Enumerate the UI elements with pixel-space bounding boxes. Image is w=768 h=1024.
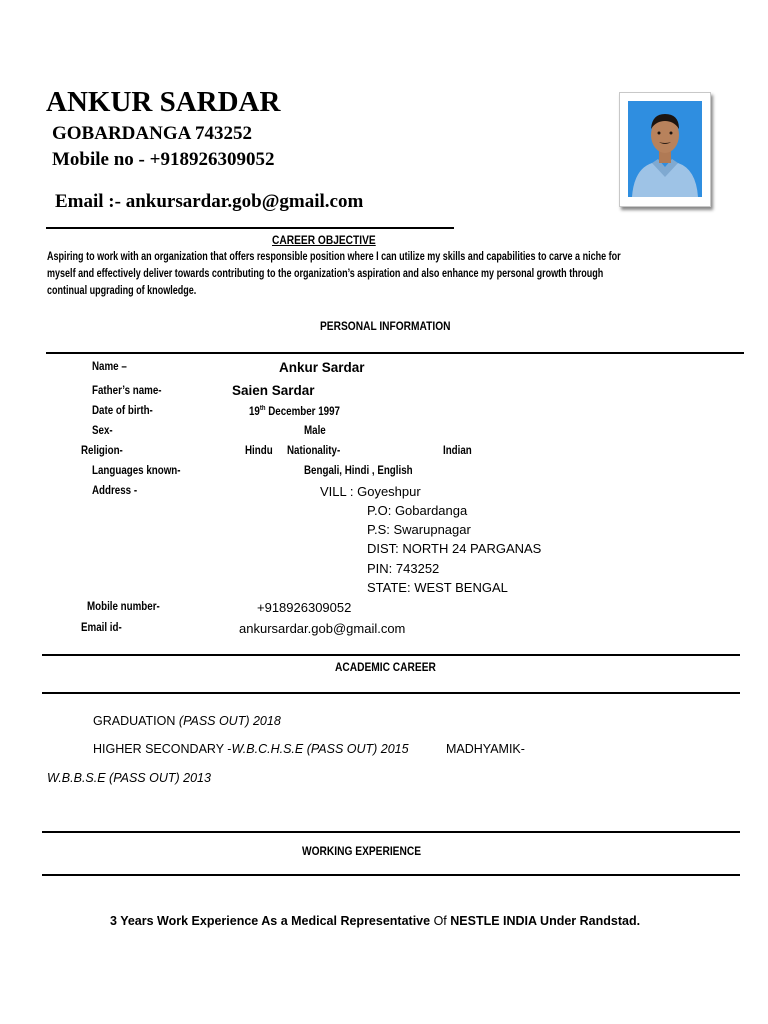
languages-label: Languages known-	[92, 465, 181, 477]
dob-label: Date of birth-	[92, 405, 153, 417]
name-value: Ankur Sardar	[279, 360, 365, 375]
candidate-name: ANKUR SARDAR	[46, 86, 281, 118]
name-label: Name –	[92, 361, 127, 373]
address-label: Address -	[92, 485, 138, 497]
academic-heading: ACADEMIC CAREER	[335, 660, 436, 674]
address-line-po: P.O: Gobardanga	[367, 503, 468, 518]
career-objective-line-3: continual upgrading of knowledge.	[47, 285, 197, 297]
profile-photo-frame	[619, 92, 711, 207]
mobile-number-value: +918926309052	[257, 600, 352, 615]
graduation-entry: GRADUATION (PASS OUT) 2018	[93, 714, 281, 728]
nationality-label: Nationality-	[287, 445, 341, 457]
academic-bottom-divider	[42, 692, 740, 694]
academic-top-divider	[42, 654, 740, 656]
nationality-value: Indian	[443, 445, 472, 457]
religion-label: Religion-	[81, 445, 123, 457]
personal-info-divider	[46, 352, 744, 354]
location-line: GOBARDANGA 743252	[52, 123, 253, 144]
dob-value: 19th December 1997	[249, 405, 340, 418]
profile-photo	[628, 101, 702, 197]
experience-bottom-divider	[42, 874, 740, 876]
address-line-pin: PIN: 743252	[367, 561, 440, 576]
address-line-dist: DIST: NORTH 24 PARGANAS	[367, 541, 542, 556]
career-objective-line-2: myself and effectively deliver towards contributing to the organization’s aspiration and also enhance my personal growth through	[47, 268, 604, 280]
father-name-value: Saien Sardar	[232, 383, 315, 398]
madhyamik-detail: W.B.B.S.E (PASS OUT) 2013	[47, 771, 211, 785]
personal-info-heading: PERSONAL INFORMATION	[320, 319, 451, 333]
header-divider	[46, 227, 454, 229]
address-line-vill: VILL : Goyeshpur	[320, 484, 421, 499]
email-id-label: Email id-	[81, 622, 122, 634]
father-name-label: Father’s name-	[92, 385, 162, 397]
career-objective-heading: CAREER OBJECTIVE	[272, 233, 376, 247]
email-line: Email :- ankursardar.gob@gmail.com	[55, 191, 364, 212]
madhyamik-label: MADHYAMIK-	[446, 742, 525, 756]
address-line-ps: P.S: Swarupnagar	[367, 522, 471, 537]
experience-item: 3 Years Work Experience As a Medical Representative Of NESTLE INDIA Under Randstad.	[110, 914, 641, 928]
career-objective-line-1: Aspiring to work with an organization that offers responsible position where I can utilize my skills and capabilities to carve a niche for	[47, 251, 621, 263]
religion-value: Hindu	[245, 445, 273, 457]
mobile-line: Mobile no - +918926309052	[52, 149, 275, 170]
experience-top-divider	[42, 831, 740, 833]
experience-heading: WORKING EXPERIENCE	[302, 844, 422, 858]
address-line-state: STATE: WEST BENGAL	[367, 580, 508, 595]
sex-label: Sex-	[92, 425, 113, 437]
mobile-number-label: Mobile number-	[87, 601, 160, 613]
sex-value: Male	[304, 425, 326, 437]
higher-secondary-entry: HIGHER SECONDARY -W.B.C.H.S.E (PASS OUT) 2015	[93, 742, 409, 756]
email-id-value: ankursardar.gob@gmail.com	[239, 621, 406, 636]
languages-value: Bengali, Hindi , English	[304, 465, 413, 477]
